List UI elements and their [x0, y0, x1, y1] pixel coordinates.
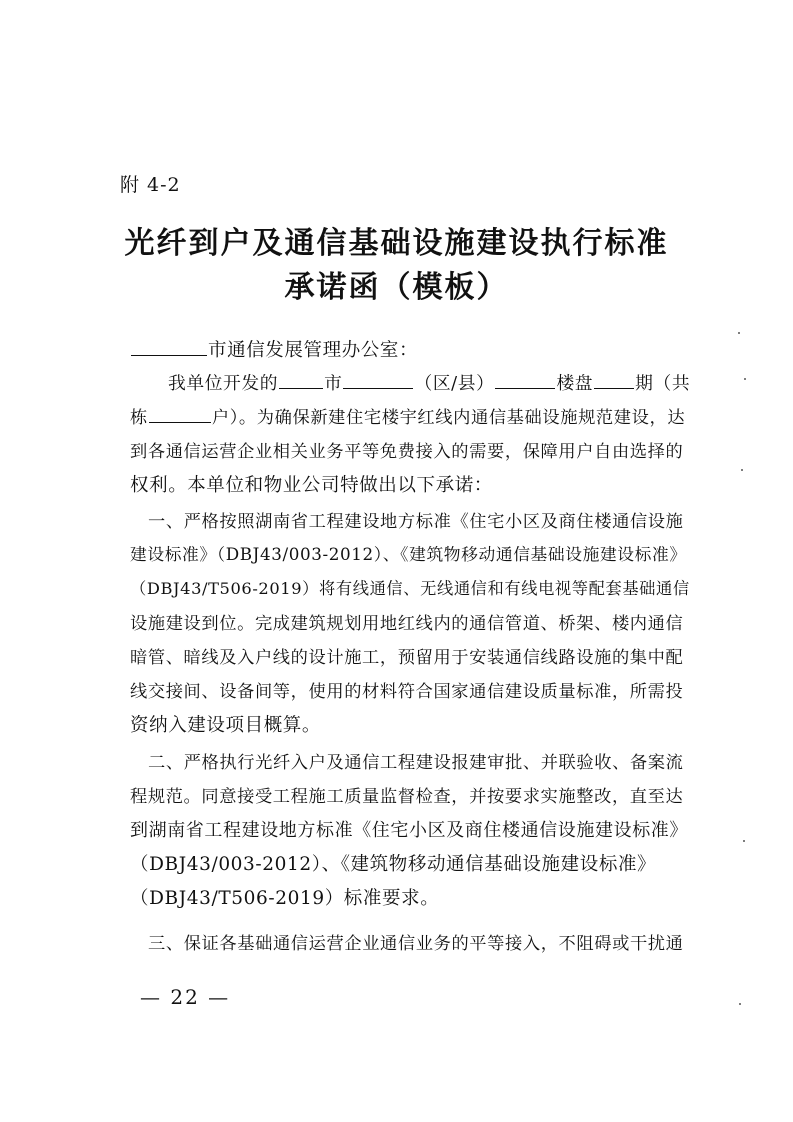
p1-text-a: 我单位开发的 — [168, 374, 279, 394]
p2-line-2: 建设标准》（DBJ43/003-2012）、《建筑物移动通信基础设施建设标准》 — [130, 544, 687, 564]
blank-phase — [594, 374, 634, 389]
scan-speck — [743, 840, 745, 842]
p3-line-4: （DBJ43/003-2012）、《建筑物移动通信基础设施建设标准》 — [130, 854, 657, 875]
p3-line-1: 二、严格执行光纤入户及通信工程建设报建审批、并联验收、备案流 — [148, 753, 684, 773]
p1-text-c: （区/县） — [414, 374, 495, 394]
blank-buildings — [149, 408, 211, 423]
p1-text-g: 户）。为确保新建住宅楼宇红线内通信基础设施规范建设，达 — [211, 408, 686, 428]
p2-line-7: 资纳入建设项目概算。 — [130, 715, 322, 736]
p1-line-3: 到各通信运营企业相关业务平等免费接入的需要，保障用户自由选择的 — [130, 442, 684, 462]
p3-line-2: 程规范。同意接受工程施工质量监督检查，并按要求实施整改，直至达 — [130, 787, 684, 807]
p2-line-5: 暗管、暗线及入户线的设计施工，预留用于安装通信线路设施的集中配 — [130, 648, 684, 668]
p1-line-4: 权利。本单位和物业公司特做出以下承诺： — [130, 475, 493, 496]
p2-line-6: 线交接间、设备间等，使用的材料符合国家通信建设质量标准，所需投 — [130, 682, 684, 702]
scan-speck — [744, 378, 746, 380]
blank-district — [343, 374, 413, 389]
p2-line-1: 一、严格按照湖南省工程建设地方标准《住宅小区及商住楼通信设施 — [148, 512, 684, 532]
p2-line-4: 设施建设到位。完成建筑规划用地红线内的通信管道、桥架、楼内通信 — [130, 614, 684, 634]
blank-estate — [495, 374, 555, 389]
p3-line-5: （DBJ43/T506-2019）标准要求。 — [130, 888, 440, 909]
city-blank — [131, 341, 207, 356]
p1-text-e: 期（共 — [635, 374, 691, 394]
p1-text-d: 楼盘 — [556, 374, 594, 394]
p1-line-2 — [130, 403, 690, 428]
blank-developer-city — [279, 374, 323, 389]
document-title-line-1: 光纤到户及通信基础设施建设执行标准 — [124, 226, 669, 261]
attachment-label: 附 4-2 — [120, 174, 181, 196]
scan-speck — [738, 332, 740, 334]
page-number: — 22 — — [140, 985, 231, 1009]
p1-line-1 — [168, 370, 690, 395]
document-title-line-2: 承诺函（模板） — [284, 270, 509, 305]
p1-text-f: 栋 — [130, 408, 148, 428]
scan-speck — [739, 1003, 741, 1005]
p2-line-3: （DBJ43/T506-2019）将有线通信、无线通信和有线电视等配套基础通信 — [130, 579, 690, 598]
p4-line-1: 三、保证各基础通信运营企业通信业务的平等接入，不阻碍或干扰通 — [148, 934, 684, 954]
scan-speck — [741, 469, 743, 471]
p1-text-b: 市 — [324, 374, 343, 394]
p3-line-3: 到湖南省工程建设地方标准《住宅小区及商住楼通信设施建设标准》 — [130, 820, 688, 841]
addressee-text: 市通信发展管理办公室： — [208, 340, 419, 361]
addressee-line — [130, 336, 690, 362]
